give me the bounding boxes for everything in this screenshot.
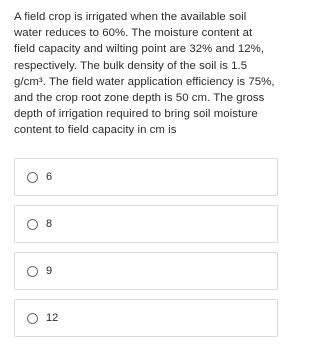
radio-circle-icon[interactable] — [27, 266, 38, 277]
answer-option-c[interactable] — [14, 252, 278, 290]
answer-option-a[interactable] — [14, 158, 278, 196]
option-label: 6 — [46, 171, 53, 183]
radio-circle-icon[interactable] — [27, 313, 38, 324]
answer-option-b[interactable] — [14, 205, 278, 243]
option-label: 9 — [46, 265, 53, 277]
question-text: A field crop is irrigated when the available soil water reduces to 60%. The moisture content at field capacity and wilting point are 32% and 12%, respectively. The bulk density of the soil is 1.5 g/cm³. The field water application efficiency is 75%, and the crop root zone depth is 50 cm. The gross depth of irrigation required to bring soil moisture content to field capacity in cm is — [14, 11, 275, 137]
radio-circle-icon[interactable] — [27, 219, 38, 230]
answer-options — [14, 158, 278, 346]
answer-option-d[interactable] — [14, 299, 278, 337]
option-label: 12 — [46, 312, 59, 324]
option-label: 8 — [46, 218, 53, 230]
radio-circle-icon[interactable] — [27, 172, 38, 183]
